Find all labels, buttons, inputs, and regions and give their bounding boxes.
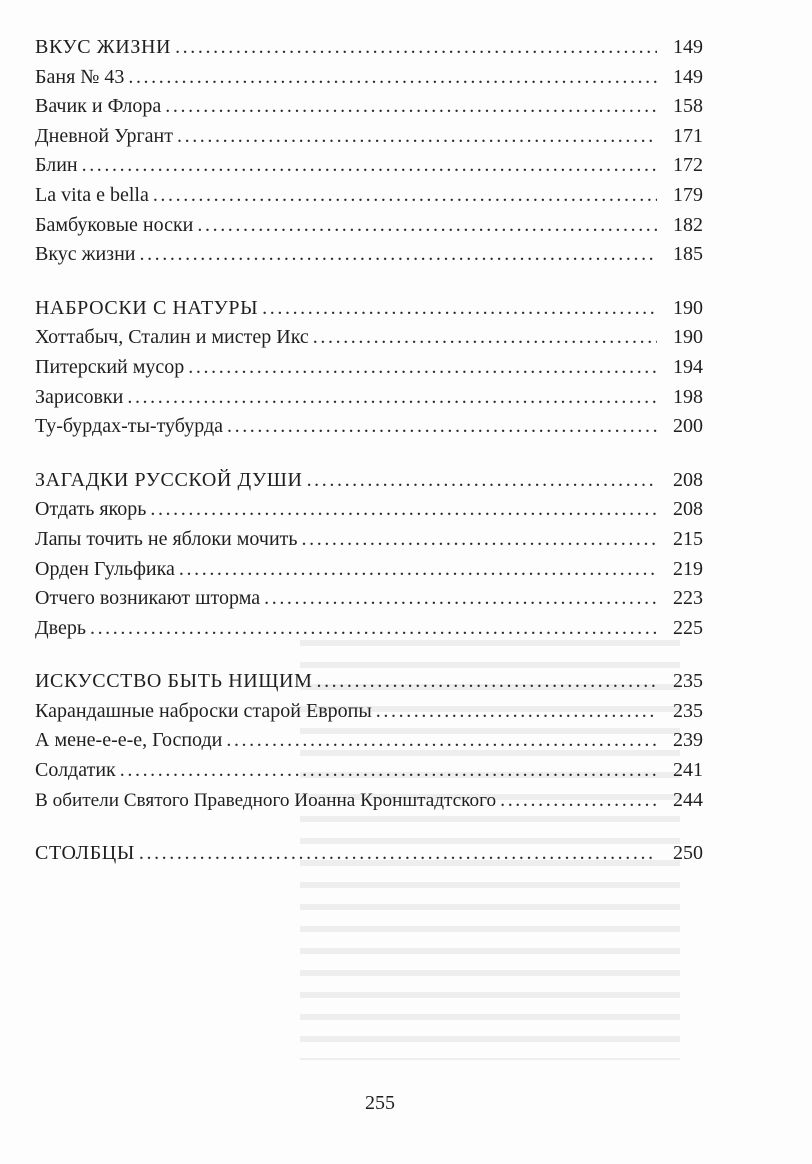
dot-leader bbox=[264, 584, 657, 614]
dot-leader bbox=[226, 726, 657, 756]
entry-title: Дверь bbox=[35, 616, 86, 639]
toc-entry bbox=[35, 614, 703, 644]
toc-entry bbox=[35, 92, 703, 122]
page-ref: 244 bbox=[673, 788, 703, 811]
toc-entry bbox=[35, 211, 703, 241]
toc-entry bbox=[35, 412, 703, 442]
toc-entry bbox=[35, 756, 703, 786]
entry-title: Питерский мусор bbox=[35, 355, 185, 378]
section-title: ЗАГАДКИ РУССКОЙ ДУШИ bbox=[35, 468, 303, 491]
page-ref: 149 bbox=[673, 36, 703, 58]
entry-title: Солдатик bbox=[35, 759, 116, 782]
dot-leader bbox=[316, 667, 657, 697]
page-ref: 250 bbox=[673, 842, 703, 865]
page-ref: 182 bbox=[673, 213, 703, 236]
dot-leader bbox=[188, 353, 657, 383]
toc-entry bbox=[35, 525, 703, 555]
toc-entry bbox=[35, 584, 703, 614]
entry-title: Лапы точить не яблоки мочить bbox=[35, 527, 298, 550]
entry-title: Отчего возникают шторма bbox=[35, 587, 261, 610]
entry-title: Блин bbox=[35, 154, 78, 177]
entry-title: Зарисовки bbox=[35, 385, 124, 408]
dot-leader bbox=[127, 383, 657, 413]
dot-leader bbox=[150, 495, 657, 525]
toc-entry bbox=[35, 122, 703, 152]
page-ref: 215 bbox=[673, 527, 703, 550]
toc-section-heading bbox=[35, 839, 703, 869]
toc-entry bbox=[35, 786, 703, 816]
dot-leader bbox=[307, 466, 657, 496]
page-ref: 190 bbox=[673, 296, 703, 319]
page-ref: 179 bbox=[673, 183, 703, 206]
entry-title: La vita e bella bbox=[35, 183, 149, 206]
dot-leader bbox=[177, 122, 657, 152]
dot-leader bbox=[500, 786, 657, 816]
page-ref: 208 bbox=[673, 468, 703, 491]
entry-title: Дневной Ургант bbox=[35, 124, 173, 147]
page-ref: 200 bbox=[673, 415, 703, 438]
section-title: СТОЛБЦЫ bbox=[35, 842, 135, 865]
toc-entry bbox=[35, 383, 703, 413]
dot-leader bbox=[175, 33, 657, 63]
entry-title: Бамбуковые носки bbox=[35, 213, 194, 236]
toc-section bbox=[35, 466, 703, 644]
entry-title: Карандашные наброски старой Европы bbox=[35, 699, 372, 722]
entry-title: Вачик и Флора bbox=[35, 95, 162, 118]
toc-section-heading bbox=[35, 667, 703, 697]
page-ref: 172 bbox=[673, 154, 703, 177]
dot-leader bbox=[165, 92, 657, 122]
toc-entry bbox=[35, 495, 703, 525]
entry-title: В обители Святого Праведного Иоанна Кронштадтского bbox=[35, 789, 497, 811]
dot-leader bbox=[153, 181, 657, 211]
toc-entry bbox=[35, 181, 703, 211]
entry-title: Орден Гульфика bbox=[35, 557, 175, 580]
toc-entry bbox=[35, 63, 703, 93]
page-ref: 171 bbox=[673, 124, 703, 147]
dot-leader bbox=[90, 614, 657, 644]
page-ref: 225 bbox=[673, 616, 703, 639]
entry-title: А мене-е-е-е, Господи bbox=[35, 729, 223, 752]
dot-leader bbox=[139, 839, 657, 869]
dot-leader bbox=[262, 294, 657, 324]
page-number: 255 bbox=[365, 1092, 395, 1114]
entry-title: Отдать якорь bbox=[35, 498, 147, 521]
dot-leader bbox=[227, 412, 657, 442]
dot-leader bbox=[179, 555, 657, 585]
toc-section bbox=[35, 839, 703, 869]
dot-leader bbox=[376, 697, 657, 727]
page-ref: 239 bbox=[673, 729, 703, 752]
toc-section bbox=[35, 33, 703, 270]
table-of-contents bbox=[35, 33, 703, 893]
toc-section bbox=[35, 667, 703, 815]
toc-section bbox=[35, 294, 703, 442]
toc-entry bbox=[35, 323, 703, 353]
section-title: НАБРОСКИ С НАТУРЫ bbox=[35, 296, 259, 319]
page-ref: 185 bbox=[673, 243, 703, 266]
page-ref: 219 bbox=[673, 557, 703, 580]
toc-entry bbox=[35, 151, 703, 181]
page-ref: 158 bbox=[673, 95, 703, 118]
page-ref: 208 bbox=[673, 498, 703, 521]
dot-leader bbox=[139, 240, 657, 270]
page-ref: 235 bbox=[673, 699, 703, 722]
dot-leader bbox=[197, 211, 657, 241]
toc-entry bbox=[35, 240, 703, 270]
toc-entry bbox=[35, 555, 703, 585]
dot-leader bbox=[120, 756, 657, 786]
section-title: ВКУС ЖИЗНИ bbox=[35, 36, 172, 58]
toc-entry bbox=[35, 726, 703, 756]
toc-section-heading bbox=[35, 33, 703, 63]
toc-entry bbox=[35, 353, 703, 383]
entry-title: Вкус жизни bbox=[35, 243, 136, 266]
toc-section-heading bbox=[35, 466, 703, 496]
dot-leader bbox=[82, 151, 657, 181]
entry-title: Ту-бурдах-ты-тубурда bbox=[35, 415, 223, 438]
entry-title: Хоттабыч, Сталин и мистер Икс bbox=[35, 326, 309, 349]
page-ref: 198 bbox=[673, 385, 703, 408]
toc-entry bbox=[35, 697, 703, 727]
page-ref: 149 bbox=[673, 65, 703, 88]
page-ref: 223 bbox=[673, 587, 703, 610]
toc-section-heading bbox=[35, 294, 703, 324]
page-ref: 241 bbox=[673, 759, 703, 782]
page-ref: 190 bbox=[673, 326, 703, 349]
dot-leader bbox=[313, 323, 657, 353]
page-ref: 235 bbox=[673, 670, 703, 693]
entry-title: Баня № 43 bbox=[35, 65, 125, 88]
dot-leader bbox=[302, 525, 657, 555]
dot-leader bbox=[128, 63, 657, 93]
section-title: ИСКУССТВО БЫТЬ НИЩИМ bbox=[35, 670, 313, 693]
page-ref: 194 bbox=[673, 355, 703, 378]
